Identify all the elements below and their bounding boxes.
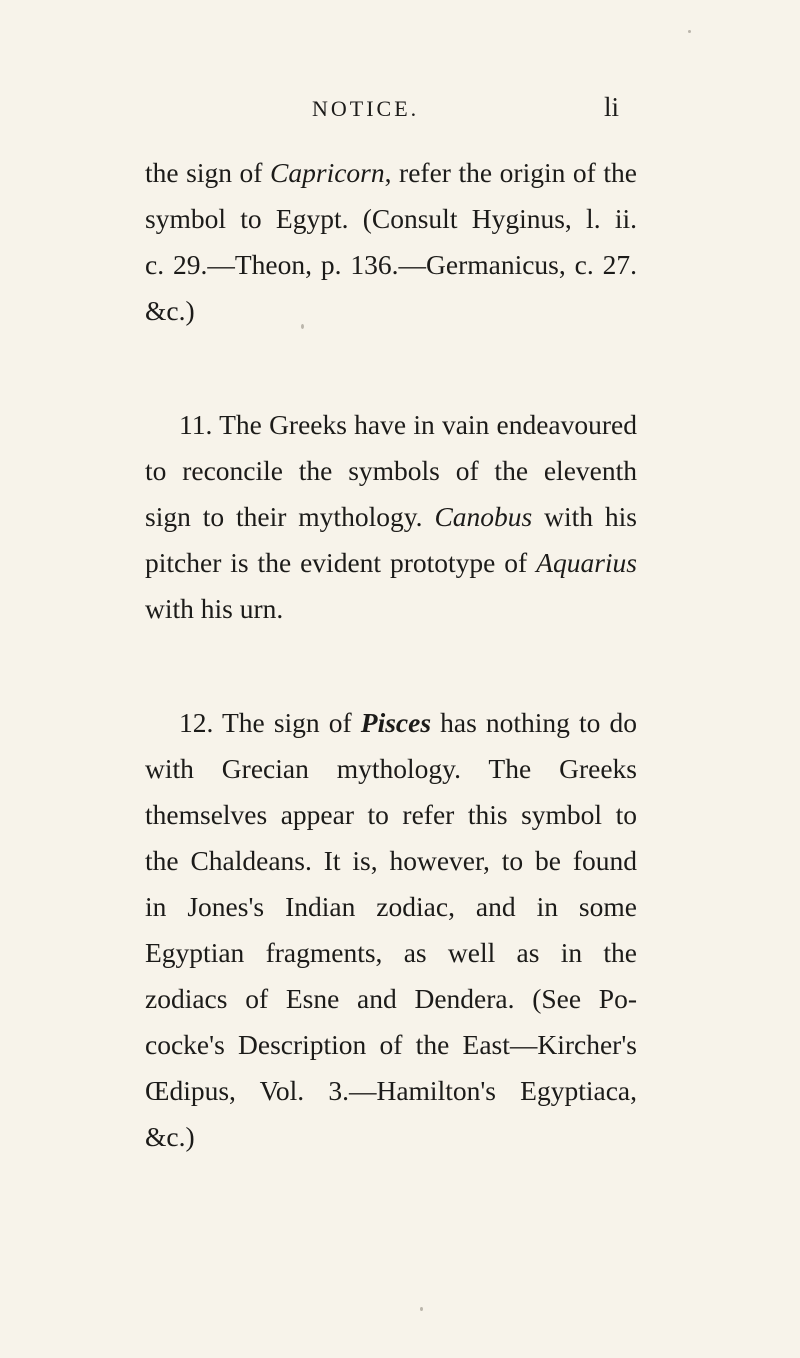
- text-line: with Grecian mythology. The Greeks: [145, 753, 637, 784]
- text-line: pitcher is the evident prototype of Aquarius: [145, 547, 637, 578]
- running-head: [0, 92, 800, 136]
- text-line: sign to their mythology. Canobus with his: [145, 501, 638, 532]
- text-line: cocke's Description of the East—Kircher's: [145, 1029, 637, 1060]
- paper-speck: [688, 30, 691, 33]
- paragraph-pisces: [145, 700, 637, 1160]
- paragraph-aquarius: [145, 402, 637, 632]
- text-line: in Jones's Indian zodiac, and in some: [145, 891, 637, 922]
- text-line: &c.): [145, 1121, 195, 1152]
- italic-term: Capricorn: [270, 157, 385, 188]
- paper-speck: [420, 1307, 423, 1311]
- text-line: with his urn.: [145, 593, 284, 624]
- italic-term: Pisces: [360, 707, 432, 738]
- text-line: &c.): [145, 295, 195, 326]
- italic-term: Aquarius: [536, 547, 637, 578]
- italic-term: Canobus: [434, 501, 533, 532]
- text-line: Egyptian fragments, as well as in the: [145, 937, 637, 968]
- paragraph-capricorn: [145, 150, 637, 334]
- running-title: NOTICE.: [312, 96, 420, 121]
- text-line: 12. The sign of Pisces has nothing to do: [179, 707, 637, 738]
- page-number: li: [604, 92, 620, 122]
- text-line: symbol to Egypt. (Consult Hyginus, l. ii.: [145, 203, 637, 234]
- text-line: 11. The Greeks have in vain endeavoured: [179, 409, 637, 440]
- text-line: themselves appear to refer this symbol to: [145, 799, 637, 830]
- text-line: Œdipus, Vol. 3.—Hamilton's Egyptiaca,: [145, 1075, 637, 1106]
- paragraph-gap: [145, 632, 637, 700]
- text-line: the sign of Capricorn, refer the origin of the: [145, 157, 637, 188]
- text-line: to reconcile the symbols of the eleventh: [145, 455, 637, 486]
- paragraph-gap: [145, 334, 637, 402]
- text-line: c. 29.—Theon, p. 136.—Germanicus, c. 27.: [145, 249, 637, 280]
- body-text: [145, 150, 637, 1160]
- text-line: the Chaldeans. It is, however, to be found: [145, 845, 637, 876]
- text-line: zodiacs of Esne and Dendera. (See Po-: [145, 983, 637, 1014]
- paper-speck: [301, 324, 304, 329]
